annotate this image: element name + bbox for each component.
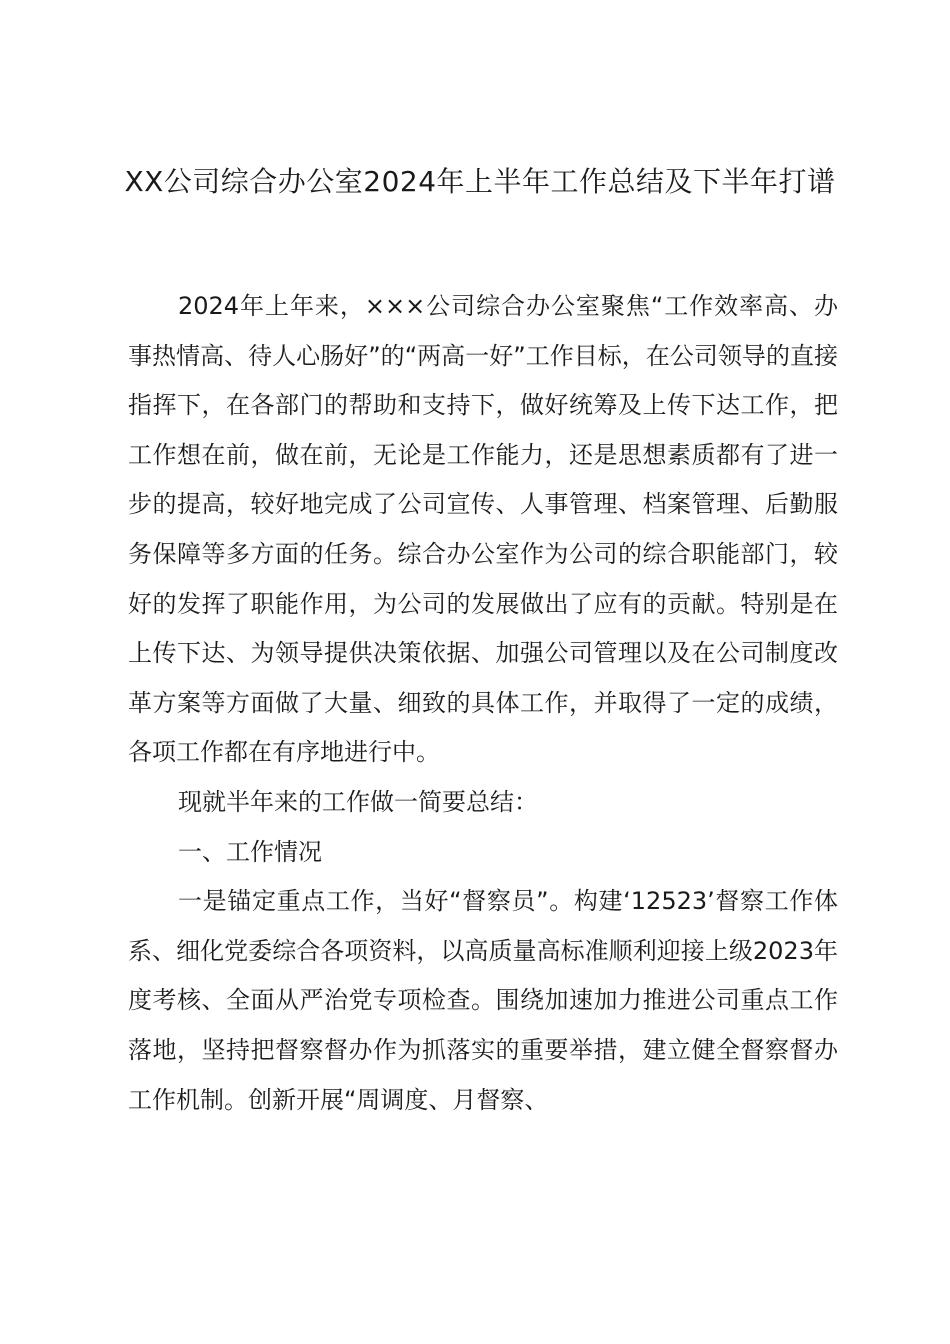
document-body (128, 282, 838, 1125)
paragraph-summary-lead: 现就半年来的工作做一简要总结： (178, 787, 538, 816)
paragraph-intro: 2024年上年来，×××公司综合办公室聚焦“工作效率高、办事热情高、待人心肠好”的“两高一好”工作目标，在公司领导的直接指挥下，在各部门的帮助和支持下，做好统筹及上传下达工作，把工作想在前，做在前，无论是工作能力，还是思想素质都有了进一步的提高，较好地完成了公司宣传、人事管理、档案管理、后勤服务保障等多方面的任务。综合办公室作为公司的综合职能部门，较好的发挥了职能作用，为公司的发展做出了应有的贡献。特别是在上传下达、为领导提供决策依据、加强公司管理以及在公司制度改革方案等方面做了大量、细致的具体工作，并取得了一定的成绩，各项工作都在有序地进行中。 (128, 292, 838, 767)
paragraph-key-work: 一是锚定重点工作，当好“督察员”。构建‘12523’督察工作体系、细化党委综合各项资料，以高质量高标准顺利迎接上级2023年度考核、全面从严治党专项检查。围绕加速加力推进公司重点工作落地，坚持把督察督办作为抓落实的重要举措，建立健全督察督办工作机制。创新开展“周调度、月督察、 (128, 887, 838, 1114)
document-title: XX公司综合办公室2024年上半年工作总结及下半年打谱 (124, 165, 836, 198)
section-heading-work-status: 一、工作情况 (178, 837, 322, 866)
